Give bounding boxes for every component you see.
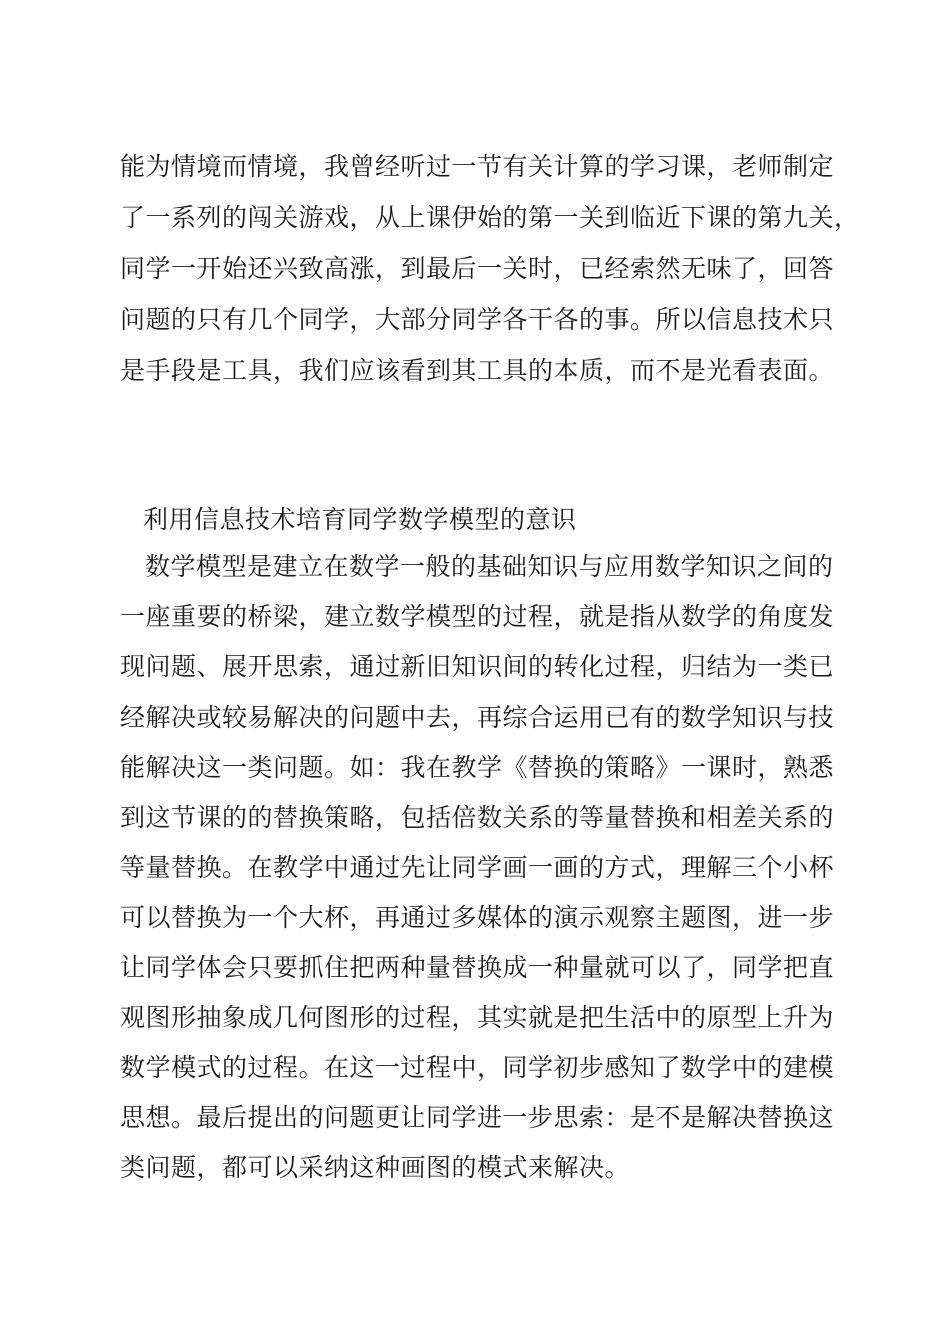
paragraph-1-line-2: 了一系列的闯关游戏，从上课伊始的第一关到临近下课的第九关，	[120, 203, 860, 232]
paragraph-2-line-2: 一座重要的桥梁，建立数学模型的过程，就是指从数学的角度发	[120, 602, 835, 631]
paragraph-1-line-5: 是手段是工具，我们应该看到其工具的本质，而不是光看表面。	[120, 356, 835, 385]
paragraph-2-line-12: 思想。最后提出的问题更让同学进一步思索：是不是解决替换这	[120, 1103, 835, 1132]
paragraph-2-line-5: 能解决这一类问题。如：我在教学《替换的策略》一课时，熟悉	[120, 753, 835, 782]
paragraph-1-line-1: 能为情境而情境，我曾经听过一节有关计算的学习课，老师制定	[120, 152, 835, 181]
paragraph-2-line-7: 等量替换。在教学中通过先让同学画一画的方式，理解三个小杯	[120, 853, 835, 882]
paragraph-2-line-8: 可以替换为一个大杯，再通过多媒体的演示观察主题图，进一步	[120, 903, 835, 932]
paragraph-2-line-10: 观图形抽象成几何图形的过程，其实就是把生活中的原型上升为	[120, 1003, 835, 1032]
paragraph-2-line-4: 经解决或较易解决的问题中去，再综合运用已有的数学知识与技	[120, 703, 835, 732]
section-heading: 利用信息技术培育同学数学模型的意识	[143, 505, 577, 534]
paragraph-2-line-6: 到这节课的的替换策略，包括倍数关系的等量替换和相差关系的	[120, 803, 835, 832]
paragraph-2-line-3: 现问题、展开思索，通过新旧知识间的转化过程，归结为一类已	[120, 652, 835, 681]
paragraph-2-line-9: 让同学体会只要抓住把两种量替换成一种量就可以了，同学把直	[120, 953, 835, 982]
paragraph-2-line-1: 数学模型是建立在数学一般的基础知识与应用数学知识之间的	[145, 552, 834, 581]
paragraph-1-line-3: 同学一开始还兴致高涨，到最后一关时，已经索然无味了，回答	[120, 254, 835, 283]
paragraph-2-line-11: 数学模式的过程。在这一过程中，同学初步感知了数学中的建模	[120, 1053, 835, 1082]
paragraph-1-line-4: 问题的只有几个同学，大部分同学各干各的事。所以信息技术只	[120, 305, 835, 334]
paragraph-2-line-13: 类问题，都可以采纳这种画图的模式来解决。	[120, 1153, 631, 1182]
